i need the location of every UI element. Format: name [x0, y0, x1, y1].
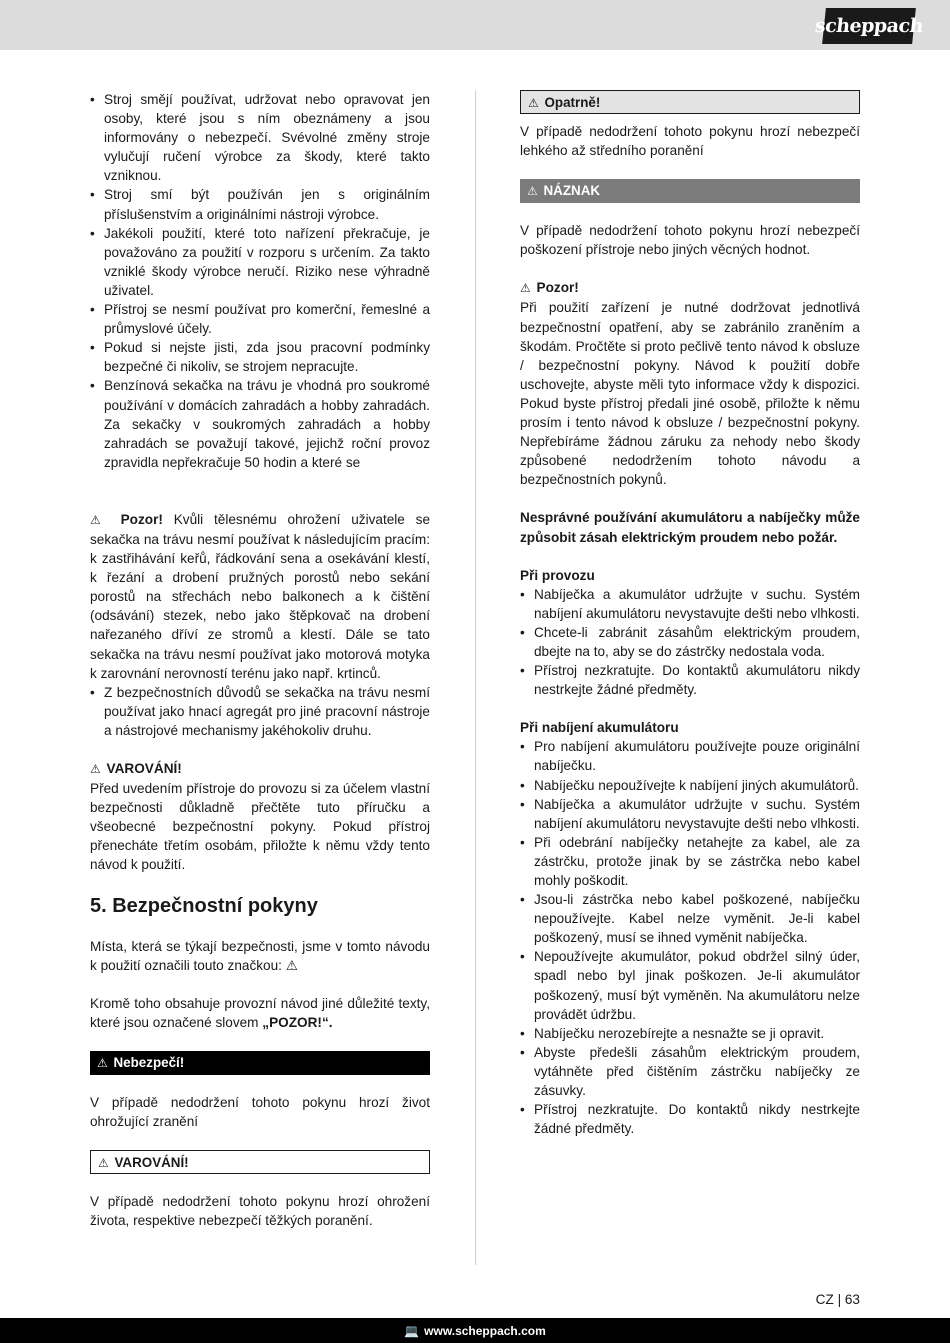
naznak-box — [520, 179, 860, 203]
warning-triangle-icon: ⚠ — [528, 96, 539, 110]
list-item: • Nabíječka a akumulátor udržujte v suchu. Systém nabíjení akumulátoru nevystavujte dešti nebo vlhkosti. — [520, 795, 860, 833]
section-heading: 5. Bezpečnostní pokyny — [90, 894, 318, 917]
warning-triangle-icon: ⚠ — [97, 1055, 108, 1070]
page-number: CZ | 63 — [815, 1292, 860, 1307]
varovani-box — [90, 1150, 430, 1174]
varovani-box-label: VAROVÁNÍ! — [114, 1155, 189, 1171]
opatrne-label: Opatrně! — [544, 95, 601, 110]
pri-nabijeni-list — [520, 737, 860, 1138]
naznak-label: NÁZNAK — [543, 183, 601, 199]
pri-provozu-heading: Při provozu — [520, 567, 595, 583]
warning-triangle-icon: ⚠ — [98, 1156, 109, 1171]
list-item: • Jakékoli použití, které toto nařízení překračuje, je považováno za použití v rozporu s určením. Za takto vzniklé škody výrobce neručí. Riziko nese výhradně uživatel. — [90, 224, 430, 300]
warning-triangle-icon: ⚠ — [520, 281, 531, 296]
list-item: • Nepoužívejte akumulátor, pokud obdržel silný úder, spadl nebo byl jinak poškozen. Je-li akumulátor poškozený, musí být vyměněn. Na akumulátoru nelze provádět údržbu. — [520, 947, 860, 1023]
intro2-paragraph — [90, 994, 430, 1032]
varovani-box-text: V případě nedodržení tohoto pokynu hrozí ohrožení života, respektive nebezpečí těžkých poranění. — [90, 1194, 430, 1229]
usage-list — [90, 90, 430, 472]
varovani-heading — [90, 759, 430, 779]
header-bar — [0, 0, 950, 50]
pozor-text: Kvůli tělesnému ohrožení uživatele se sekačka na trávu nesmí používat k následujícím pracím: k zastřihávání keřů, řádkování sena a osekávání klestí, k řezání a drobení pružných porostů nebo sekání porostů na střechách nebo balkonech a k čištění (odsávání) stezek, nebo jako štěpkovač na drobení nařezaného dříví ze stromů a klestí. Dále se tato sekačka na trávu nesmí používat jako motorová motyka k zarovnání nerovností terénu jako např. krtinců. — [90, 511, 431, 681]
nebezpeci-box — [90, 1051, 430, 1075]
pozor-label: Pozor! — [120, 511, 163, 527]
footer-bar — [0, 1318, 950, 1343]
pozor-paragraph — [90, 510, 430, 683]
list-item: • Stroj smí být používán jen s originálním příslušenstvím a originálními nástroji výrobce. — [90, 185, 430, 223]
battery-warning: Nesprávné používání akumulátoru a nabíječky může způsobit zásah elektrickým proudem nebo požár. — [520, 510, 860, 545]
list-item: • Z bezpečnostních důvodů se sekačka na trávu nesmí používat jako hnací agregát pro jiné pracovní nástroje a nástrojové mechanismy jakéhokoliv druhu. — [90, 683, 430, 740]
website-link[interactable]: www.scheppach.com — [424, 1323, 546, 1338]
opatrne-text: V případě nedodržení tohoto pokynu hrozí nebezpečí lehkého až středního poranění — [520, 124, 860, 159]
list-item: • Pokud si nejste jisti, zda jsou pracovní podmínky bezpečné či nikoliv, se strojem nepracujte. — [90, 338, 430, 376]
list-item: • Přístroj se nesmí používat pro komerční, řemeslné a průmyslové účely. — [90, 300, 430, 338]
list-item: • Nabíječka a akumulátor udržujte v suchu. Systém nabíjení akumulátoru nevystavujte dešti nebo vlhkosti. — [520, 585, 860, 623]
intro2-text: Kromě toho obsahuje provozní návod jiné důležité texty, které jsou označené slovem — [90, 995, 430, 1030]
pozor-label: Pozor! — [536, 280, 579, 296]
warning-triangle-icon: ⚠ — [90, 512, 108, 527]
list-item: • Stroj smějí používat, udržovat nebo opravovat jen osoby, které jsou s ním obeznámeny a jsou informovány o nebezpečí. Svévolné změny stroje vylučují ručení výrobce za škody, které takto vzniknou. — [90, 90, 430, 185]
list-item: • Přístroj nezkratujte. Do kontaktů akumulátoru nikdy nestrkejte žádné předměty. — [520, 661, 860, 699]
pozor-heading — [520, 278, 860, 298]
nebezpeci-text: V případě nedodržení tohoto pokynu hrozí život ohrožující zranění — [90, 1094, 430, 1130]
nebezpeci-label: Nebezpečí! — [113, 1054, 185, 1070]
monitor-icon: 💻 — [404, 1323, 420, 1338]
left-column — [90, 90, 430, 1230]
varovani-text: Před uvedením přístroje do provozu si za účelem vlastní bezpečnosti důkladně přečtěte tuto příručku a všeobecné bezpečnostní pokyny. Pokud přístroj přenecháte třetím osobám, přiložte k němu vždy tento návod k použití. — [90, 781, 430, 873]
list-item: • Pro nabíjení akumulátoru používejte pouze originální nabíječku. — [520, 737, 860, 775]
list-item: • Chcete-li zabránit zásahům elektrickým proudem, dbejte na to, aby se do zástrčky nedostala voda. — [520, 623, 860, 661]
list-item: • Nabíječku nepoužívejte k nabíjení jiných akumulátorů. — [520, 776, 860, 795]
naznak-text: V případě nedodržení tohoto pokynu hrozí nebezpečí poškození přístroje nebo jiných věcných hodnot. — [520, 223, 860, 258]
list-item: • Jsou-li zástrčka nebo kabel poškozené, nabíječku nepoužívejte. Kabel nelze vyměnit. Je-li kabel poškozený, musí se ihned vyměnit nabíječka. — [520, 890, 860, 947]
list-item: • Při odebrání nabíječky netahejte za kabel, ale za zástrčku, protože jinak by se zástrčka nebo kabel mohly poškodit. — [520, 833, 860, 890]
pri-provozu-list — [520, 585, 860, 700]
list-item: • Abyste předešli zásahům elektrickým proudem, vytáhněte před čištěním zástrčku nabíječky ze zásuvky. — [520, 1043, 860, 1100]
list-item: • Nabíječku nerozebírejte a nesnažte se ji opravit. — [520, 1024, 860, 1043]
warning-triangle-icon: ⚠ — [90, 762, 101, 776]
column-divider — [475, 90, 476, 1265]
pozor-text: Při použití zařízení je nutné dodržovat jednotlivá bezpečnostní opatření, aby se zabránilo zraněním a škodám. Pročtěte si proto pečlivě tento návod k obsluze / bezpečnostní pokyny. Návod k použití dobře uschovejte, abyste měli tyto informace vždy k dispozici. Pokud byste přístroj předali jiné osobě, přiložte k němu prosím i tento návod k obsluze / bezpečnostní pokyny. Nepřebíráme žádnou záruku za nehody nebo škody způsobené nedodržením tohoto návodu a bezpečnostních pokynů. — [520, 300, 860, 488]
list-item: • Benzínová sekačka na trávu je vhodná pro soukromé používání v domácích zahradách a hobby zahradách. Za sekačky v soukromých zahradách a hobby zahradách se považují takové, jejichž roční provoz zpravidla nepřekračuje 50 hodin a které se — [90, 376, 430, 471]
pri-nabijeni-heading: Při nabíjení akumulátoru — [520, 720, 679, 736]
warning-triangle-icon: ⚠ — [527, 184, 538, 199]
varovani-label: VAROVÁNÍ! — [106, 761, 182, 776]
safety-list — [90, 683, 430, 740]
opatrne-box — [520, 90, 860, 114]
intro2-bold: „POZOR!“. — [262, 1014, 333, 1030]
right-column — [520, 90, 860, 1138]
intro-text: Místa, která se týkají bezpečnosti, jsme v tomto návodu k použití označili touto značkou: ⚠ — [90, 938, 430, 973]
list-item: • Přístroj nezkratujte. Do kontaktů nikdy nestrkejte žádné předměty. — [520, 1100, 860, 1138]
scheppach-logo: scheppach — [822, 8, 916, 44]
